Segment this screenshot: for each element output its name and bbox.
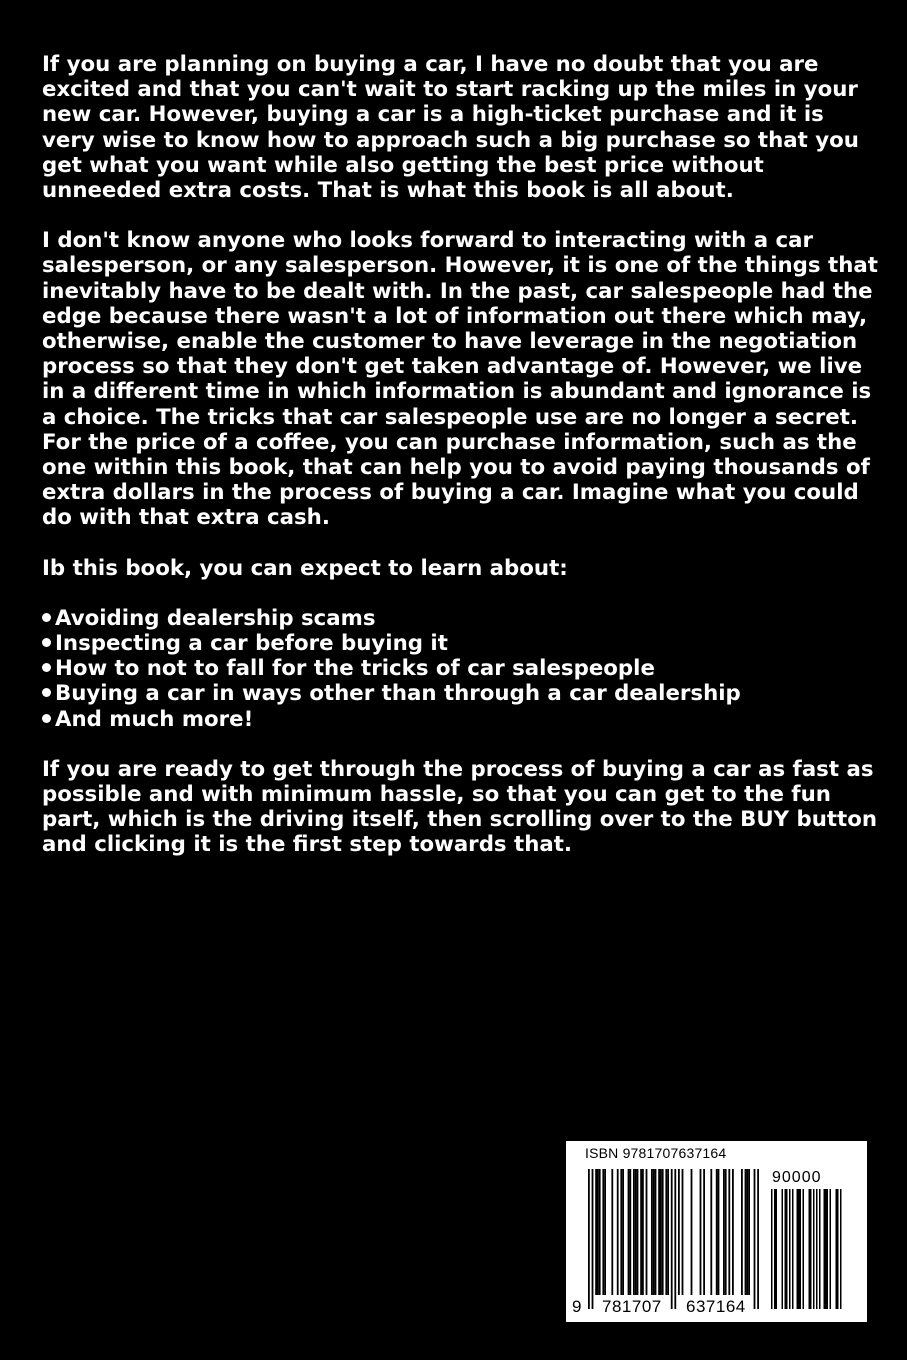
barcode-bar	[637, 1169, 639, 1295]
addon-bar	[840, 1189, 842, 1309]
barcode-bar	[718, 1169, 720, 1295]
addon-bar	[785, 1189, 787, 1309]
back-cover-text	[42, 52, 882, 883]
addon-bar	[800, 1189, 802, 1309]
addon-bar	[771, 1189, 773, 1309]
addon-bar	[837, 1189, 839, 1309]
barcode-bar	[700, 1169, 702, 1295]
isbn-label: ISBN 9781707637164	[585, 1145, 727, 1161]
barcode-bar	[611, 1169, 613, 1295]
barcode-bar	[678, 1169, 680, 1295]
addon-bar	[782, 1189, 784, 1309]
addon-bar	[789, 1189, 791, 1309]
bullet-icon	[42, 714, 51, 723]
list-item-label: Inspecting a car before buying it	[55, 631, 448, 657]
addon-bar	[798, 1189, 800, 1309]
learn-heading: Ib this book, you can expect to learn about:	[42, 555, 568, 581]
list-item-label: Buying a car in ways other than through a car dealership	[55, 681, 741, 707]
barcode-bar	[723, 1169, 725, 1295]
addon-bars	[771, 1189, 849, 1309]
addon-bar	[792, 1189, 794, 1309]
barcode-right-digits: 637164	[686, 1297, 746, 1316]
barcode-bar	[662, 1169, 664, 1295]
barcode-bar	[646, 1169, 648, 1295]
barcode-bar	[633, 1169, 635, 1295]
list-item-label: Avoiding dealership scams	[55, 605, 376, 631]
list-item-label: How to not to fall for the tricks of car salespeople	[55, 656, 655, 682]
barcode-bar	[748, 1169, 750, 1295]
barcode-bar	[757, 1169, 759, 1309]
addon-bar	[825, 1189, 827, 1309]
barcode-bar	[602, 1169, 604, 1295]
list-item	[42, 631, 882, 656]
addon-bar	[797, 1189, 799, 1309]
bullet-icon	[42, 688, 51, 697]
barcode-bar	[642, 1169, 644, 1295]
addon-bar	[830, 1189, 832, 1309]
barcode-bar	[754, 1169, 756, 1309]
barcode-bar	[746, 1169, 748, 1295]
ean13-bars	[588, 1169, 760, 1309]
barcode-bar	[655, 1169, 657, 1295]
barcode-bar	[674, 1169, 676, 1309]
barcode-bar	[741, 1169, 743, 1295]
barcode-bar	[667, 1169, 669, 1295]
addon-bar	[824, 1189, 826, 1309]
addon-bar	[819, 1189, 821, 1309]
barcode-bar	[703, 1169, 705, 1295]
list-item	[42, 681, 882, 706]
barcode-bar	[653, 1169, 655, 1295]
barcode-bar	[629, 1169, 631, 1295]
addon-bar	[809, 1189, 811, 1309]
bullet-icon	[42, 613, 51, 622]
barcode-bar	[640, 1169, 642, 1295]
isbn-barcode	[565, 1140, 868, 1323]
barcode-bar	[597, 1169, 599, 1295]
barcode-bar	[665, 1169, 667, 1295]
barcode-left-digits: 781707	[602, 1297, 662, 1316]
bullet-icon	[42, 663, 51, 672]
addon-bar	[836, 1189, 838, 1309]
barcode-bar	[635, 1169, 637, 1295]
barcode-bar	[595, 1169, 597, 1295]
list-item	[42, 606, 882, 631]
barcode-bar	[745, 1169, 747, 1295]
barcode-bar	[732, 1169, 734, 1295]
list-item	[42, 656, 882, 681]
intro-paragraph: If you are planning on buying a car, I have no doubt that you are excited and that you can't wait to start racking up the miles in your new car. However, buying a car is a high-ticket purchase and it is very wise to know how to approach such a big purchase so that you get what you want while also getting the best price without unneeded extra costs. That is what this book is all about.	[42, 52, 859, 204]
topic-list	[42, 606, 882, 732]
barcode-bar	[628, 1169, 630, 1295]
salesperson-paragraph: I don't know anyone who looks forward to interacting with a car salesperson, or any salesperson. However, it is one of the things that inevitably have to be dealt with. In the past, car salespeople had the edge because there wasn't a lot of information out there which may, otherwise, enable the customer to have leverage in the negotiation process so that they don't get taken advantage of. However, we live in a different time in which information is abundant and ignorance is a choice. The tricks that car salespeople use are no longer a secret. For the price of a coffee, you can purchase information, such as the one within this book, that can help you to avoid paying thousands of extra dollars in the process of buying a car. Imagine what you could do with that extra cash.	[42, 228, 878, 531]
addon-bar	[776, 1189, 778, 1309]
addon-bar	[810, 1189, 812, 1309]
barcode-bar	[599, 1169, 601, 1295]
addon-bar	[813, 1189, 815, 1309]
barcode-bar	[682, 1169, 684, 1295]
addon-bar	[774, 1189, 776, 1309]
barcode-bar	[651, 1169, 653, 1295]
addon-bar	[827, 1189, 829, 1309]
barcode-bar	[671, 1169, 673, 1309]
barcode-bar	[725, 1169, 727, 1295]
addon-digits: 90000	[772, 1169, 822, 1186]
list-item-label: And much more!	[55, 706, 254, 732]
bullet-icon	[42, 638, 51, 647]
barcode-bar	[691, 1169, 693, 1295]
list-item	[42, 707, 882, 732]
barcode-bar	[592, 1169, 594, 1309]
barcode-bar	[710, 1169, 712, 1295]
barcode-bar	[604, 1169, 606, 1295]
barcode-bar	[622, 1169, 624, 1295]
barcode-bar	[716, 1169, 718, 1295]
barcode-bar	[728, 1169, 730, 1295]
barcode-bar	[658, 1169, 660, 1295]
addon-bar	[816, 1189, 818, 1309]
barcode-bar	[660, 1169, 662, 1295]
addon-bar	[786, 1189, 788, 1309]
addon-bar	[803, 1189, 805, 1309]
barcode-bar	[588, 1169, 590, 1309]
closing-paragraph: If you are ready to get through the process of buying a car as fast as possible and with minimum hassle, so that you can get to the fun part, which is the driving itself, then scrolling over to the BUY button and clicking it is the first step towards that.	[42, 756, 878, 858]
barcode-first-digit: 9	[572, 1297, 582, 1316]
barcode-bar	[617, 1169, 619, 1295]
barcode-bar	[620, 1169, 622, 1295]
